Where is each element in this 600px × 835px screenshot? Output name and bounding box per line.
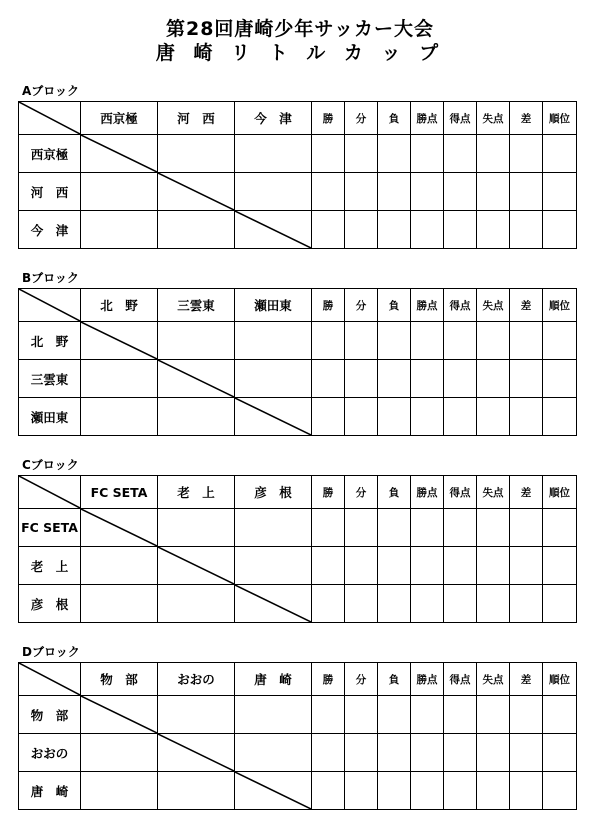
stat-column-header: 勝点: [411, 663, 444, 696]
stat-cell[interactable]: [510, 772, 543, 810]
result-cell[interactable]: [158, 509, 235, 547]
stat-cell[interactable]: [543, 772, 577, 810]
stat-column-header: 分: [345, 102, 378, 135]
stat-cell[interactable]: [345, 547, 378, 585]
stat-cell[interactable]: [312, 135, 345, 173]
stat-cell[interactable]: [378, 772, 411, 810]
team-row-name: 今 津: [19, 211, 81, 249]
stat-cell[interactable]: [510, 398, 543, 436]
stat-column-header: 差: [510, 476, 543, 509]
stat-cell[interactable]: [411, 398, 444, 436]
stat-cell[interactable]: [510, 135, 543, 173]
stat-cell[interactable]: [510, 696, 543, 734]
team-column-header: 北 野: [81, 289, 158, 322]
stat-column-header: 負: [378, 102, 411, 135]
stat-cell[interactable]: [411, 696, 444, 734]
stat-cell[interactable]: [378, 547, 411, 585]
stat-column-header: 分: [345, 663, 378, 696]
team-row-name: 瀬田東: [19, 398, 81, 436]
header-row: [19, 663, 577, 696]
stat-column-header: 負: [378, 663, 411, 696]
stat-cell[interactable]: [411, 734, 444, 772]
stat-cell[interactable]: [411, 509, 444, 547]
stat-cell[interactable]: [543, 360, 577, 398]
header-row: [19, 102, 577, 135]
stat-cell[interactable]: [444, 398, 477, 436]
result-cell[interactable]: [81, 211, 158, 249]
block-label: Dブロック: [22, 645, 80, 659]
stat-column-header: 分: [345, 289, 378, 322]
diagonal-cell: [235, 211, 312, 249]
corner-cell: [19, 663, 81, 696]
stat-cell[interactable]: [345, 585, 378, 623]
stat-column-header: 得点: [444, 289, 477, 322]
table-row: [19, 696, 577, 734]
team-row-name: 彦 根: [19, 585, 81, 623]
stat-cell[interactable]: [378, 360, 411, 398]
stat-cell[interactable]: [378, 398, 411, 436]
stat-cell[interactable]: [543, 173, 577, 211]
stat-cell[interactable]: [510, 734, 543, 772]
stat-column-header: 順位: [543, 476, 577, 509]
stat-cell[interactable]: [510, 509, 543, 547]
stat-column-header: 勝: [312, 289, 345, 322]
diagonal-cell: [235, 585, 312, 623]
stat-cell[interactable]: [411, 360, 444, 398]
stat-cell[interactable]: [312, 173, 345, 211]
corner-cell: [19, 102, 81, 135]
stat-column-header: 勝点: [411, 476, 444, 509]
stat-column-header: 得点: [444, 663, 477, 696]
stat-cell[interactable]: [345, 509, 378, 547]
stat-cell[interactable]: [312, 398, 345, 436]
stat-column-header: 負: [378, 476, 411, 509]
table-row: [19, 772, 577, 810]
team-column-header: 老 上: [158, 476, 235, 509]
diagonal-cell: [158, 360, 235, 398]
diagonal-cell: [158, 173, 235, 211]
stat-column-header: 差: [510, 102, 543, 135]
team-column-header: 唐 崎: [235, 663, 312, 696]
stat-cell[interactable]: [444, 547, 477, 585]
stat-column-header: 順位: [543, 663, 577, 696]
stat-cell[interactable]: [510, 585, 543, 623]
stat-cell[interactable]: [477, 509, 510, 547]
stat-cell[interactable]: [543, 322, 577, 360]
stat-column-header: 失点: [477, 476, 510, 509]
corner-cell: [19, 476, 81, 509]
team-row-name: 西京極: [19, 135, 81, 173]
team-row-name: 唐 崎: [19, 772, 81, 810]
stat-cell[interactable]: [378, 135, 411, 173]
stat-cell[interactable]: [510, 360, 543, 398]
block-table: [18, 288, 577, 436]
diagonal-cell: [81, 509, 158, 547]
stat-cell[interactable]: [411, 322, 444, 360]
result-cell[interactable]: [235, 360, 312, 398]
header-row: [19, 289, 577, 322]
stat-cell[interactable]: [411, 211, 444, 249]
stat-cell[interactable]: [510, 211, 543, 249]
stat-cell[interactable]: [378, 322, 411, 360]
result-cell[interactable]: [81, 173, 158, 211]
team-column-header: 物 部: [81, 663, 158, 696]
result-cell[interactable]: [158, 398, 235, 436]
stat-cell[interactable]: [543, 547, 577, 585]
stat-cell[interactable]: [477, 398, 510, 436]
table-row: [19, 398, 577, 436]
stat-cell[interactable]: [444, 734, 477, 772]
result-cell[interactable]: [81, 398, 158, 436]
stat-cell[interactable]: [345, 734, 378, 772]
result-cell[interactable]: [235, 547, 312, 585]
stat-cell[interactable]: [378, 696, 411, 734]
result-cell[interactable]: [81, 585, 158, 623]
stat-cell[interactable]: [312, 696, 345, 734]
stat-column-header: 失点: [477, 289, 510, 322]
stat-cell[interactable]: [378, 211, 411, 249]
header-row: [19, 476, 577, 509]
stat-cell[interactable]: [444, 322, 477, 360]
stat-cell[interactable]: [510, 173, 543, 211]
team-column-header: 彦 根: [235, 476, 312, 509]
stat-cell[interactable]: [345, 211, 378, 249]
stat-column-header: 得点: [444, 476, 477, 509]
block-table: [18, 475, 577, 623]
stat-cell[interactable]: [444, 173, 477, 211]
stat-cell[interactable]: [477, 135, 510, 173]
stat-cell[interactable]: [543, 734, 577, 772]
stat-cell[interactable]: [444, 135, 477, 173]
stat-cell[interactable]: [444, 696, 477, 734]
result-cell[interactable]: [158, 772, 235, 810]
result-cell[interactable]: [158, 135, 235, 173]
stat-cell[interactable]: [543, 135, 577, 173]
stat-cell[interactable]: [312, 322, 345, 360]
stat-cell[interactable]: [543, 585, 577, 623]
result-cell[interactable]: [235, 135, 312, 173]
stat-cell[interactable]: [345, 173, 378, 211]
stat-column-header: 順位: [543, 289, 577, 322]
stat-column-header: 差: [510, 663, 543, 696]
stat-column-header: 失点: [477, 663, 510, 696]
diagonal-cell: [81, 696, 158, 734]
stat-column-header: 分: [345, 476, 378, 509]
stat-cell[interactable]: [477, 772, 510, 810]
stat-cell[interactable]: [312, 772, 345, 810]
table-row: [19, 135, 577, 173]
stat-cell[interactable]: [543, 398, 577, 436]
stat-column-header: 勝点: [411, 102, 444, 135]
tournament-subtitle: 唐 崎 リ ト ル カ ッ プ: [155, 42, 445, 64]
team-column-header: FC SETA: [81, 476, 158, 509]
diagonal-cell: [81, 322, 158, 360]
stat-cell[interactable]: [477, 696, 510, 734]
stat-cell[interactable]: [345, 322, 378, 360]
result-cell[interactable]: [235, 734, 312, 772]
stat-cell[interactable]: [444, 509, 477, 547]
stat-cell[interactable]: [345, 772, 378, 810]
result-cell[interactable]: [158, 322, 235, 360]
table-row: [19, 211, 577, 249]
stat-cell[interactable]: [411, 173, 444, 211]
stat-column-header: 勝: [312, 102, 345, 135]
stat-cell[interactable]: [345, 398, 378, 436]
team-row-name: おおの: [19, 734, 81, 772]
stat-cell[interactable]: [477, 322, 510, 360]
table-row: [19, 585, 577, 623]
stat-column-header: 勝: [312, 476, 345, 509]
stat-cell[interactable]: [477, 734, 510, 772]
tournament-title: 第28回唐崎少年サッカー大会: [165, 18, 435, 40]
stat-cell[interactable]: [312, 547, 345, 585]
stat-cell[interactable]: [543, 211, 577, 249]
stat-column-header: 勝点: [411, 289, 444, 322]
table-row: [19, 509, 577, 547]
result-cell[interactable]: [158, 211, 235, 249]
stat-cell[interactable]: [312, 360, 345, 398]
stat-cell[interactable]: [444, 211, 477, 249]
stat-cell[interactable]: [444, 772, 477, 810]
result-cell[interactable]: [81, 734, 158, 772]
stat-cell[interactable]: [411, 547, 444, 585]
team-row-name: 物 部: [19, 696, 81, 734]
stat-cell[interactable]: [345, 135, 378, 173]
stat-cell[interactable]: [477, 173, 510, 211]
stat-cell[interactable]: [543, 696, 577, 734]
stat-cell[interactable]: [312, 211, 345, 249]
stat-cell[interactable]: [345, 696, 378, 734]
corner-cell: [19, 289, 81, 322]
diagonal-cell: [158, 547, 235, 585]
stat-cell[interactable]: [312, 734, 345, 772]
diagonal-cell: [235, 772, 312, 810]
result-cell[interactable]: [235, 696, 312, 734]
stat-cell[interactable]: [378, 734, 411, 772]
stat-cell[interactable]: [411, 585, 444, 623]
stat-cell[interactable]: [444, 585, 477, 623]
result-cell[interactable]: [235, 173, 312, 211]
table-row: [19, 734, 577, 772]
table-row: [19, 322, 577, 360]
result-cell[interactable]: [158, 696, 235, 734]
stat-cell[interactable]: [510, 322, 543, 360]
team-column-header: 今 津: [235, 102, 312, 135]
team-row-name: FC SETA: [19, 509, 81, 547]
team-row-name: 三雲東: [19, 360, 81, 398]
stat-column-header: 失点: [477, 102, 510, 135]
team-row-name: 老 上: [19, 547, 81, 585]
team-row-name: 河 西: [19, 173, 81, 211]
stat-cell[interactable]: [411, 772, 444, 810]
team-column-header: おおの: [158, 663, 235, 696]
result-cell[interactable]: [235, 322, 312, 360]
stat-cell[interactable]: [411, 135, 444, 173]
block-label: Bブロック: [22, 271, 79, 285]
table-row: [19, 360, 577, 398]
stat-cell[interactable]: [477, 547, 510, 585]
block-label: Aブロック: [22, 84, 80, 98]
table-row: [19, 173, 577, 211]
stat-cell[interactable]: [378, 509, 411, 547]
result-cell[interactable]: [235, 509, 312, 547]
team-row-name: 北 野: [19, 322, 81, 360]
block-table: [18, 662, 577, 810]
diagonal-cell: [158, 734, 235, 772]
stat-cell[interactable]: [543, 509, 577, 547]
stat-cell[interactable]: [345, 360, 378, 398]
stat-cell[interactable]: [477, 211, 510, 249]
stat-cell[interactable]: [510, 547, 543, 585]
result-cell[interactable]: [158, 585, 235, 623]
result-cell[interactable]: [81, 360, 158, 398]
block-table: [18, 101, 577, 249]
block-label: Cブロック: [22, 458, 79, 472]
diagonal-cell: [81, 135, 158, 173]
team-column-header: 三雲東: [158, 289, 235, 322]
stat-cell[interactable]: [378, 585, 411, 623]
stat-cell[interactable]: [477, 360, 510, 398]
stat-cell[interactable]: [477, 585, 510, 623]
result-cell[interactable]: [81, 772, 158, 810]
diagonal-cell: [235, 398, 312, 436]
stat-cell[interactable]: [312, 509, 345, 547]
stat-column-header: 得点: [444, 102, 477, 135]
team-column-header: 瀬田東: [235, 289, 312, 322]
stat-cell[interactable]: [378, 173, 411, 211]
result-cell[interactable]: [81, 547, 158, 585]
table-row: [19, 547, 577, 585]
stat-column-header: 差: [510, 289, 543, 322]
stat-column-header: 負: [378, 289, 411, 322]
stat-column-header: 順位: [543, 102, 577, 135]
stat-cell[interactable]: [444, 360, 477, 398]
team-column-header: 河 西: [158, 102, 235, 135]
stat-column-header: 勝: [312, 663, 345, 696]
team-column-header: 西京極: [81, 102, 158, 135]
stat-cell[interactable]: [312, 585, 345, 623]
